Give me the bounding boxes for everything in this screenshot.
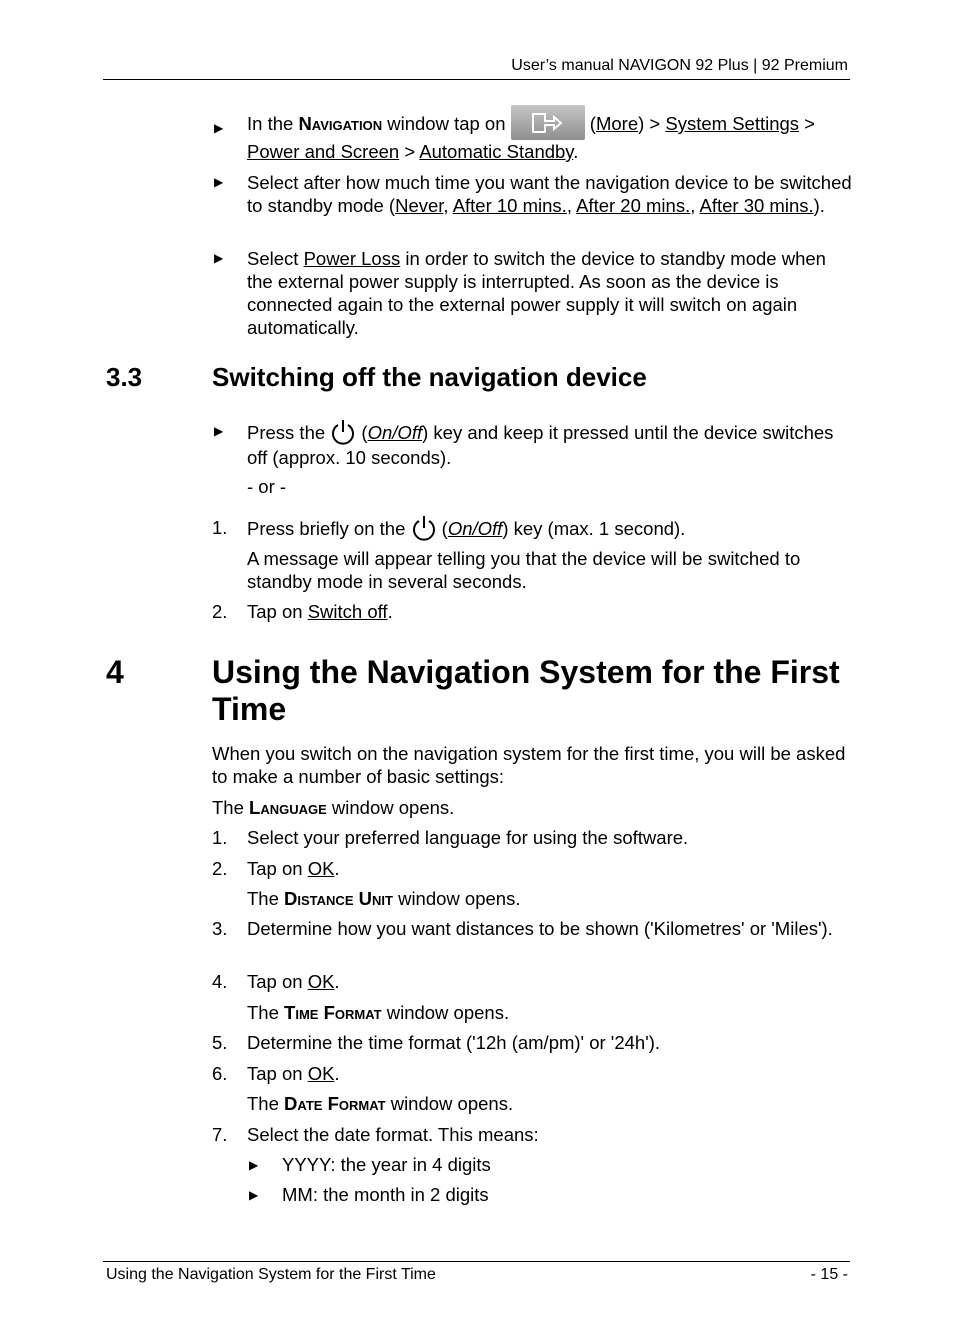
bullet-power-loss: Select Power Loss in order to switch the device to standby mode when the external power supply is interrupted. As soon as the device is connected again to the external power supply it will switch on again automatically.	[247, 248, 826, 338]
chapter-title: Using the Navigation System for the First Time	[212, 654, 840, 727]
link-more[interactable]: More	[595, 113, 639, 134]
link-automatic-standby[interactable]: Automatic Standby	[419, 141, 574, 162]
header-rule	[103, 79, 850, 80]
step-date-format: Select the date format. This means:	[247, 1124, 539, 1145]
step-number: 4.	[212, 971, 228, 992]
step-number: 5.	[212, 1032, 228, 1053]
distance-unit-window-note: The Distance Unit window opens.	[247, 888, 521, 909]
link-after-10-mins[interactable]: After 10 mins.	[452, 195, 567, 216]
step-number: 2.	[212, 601, 228, 622]
link-system-settings[interactable]: System Settings	[665, 113, 800, 134]
bullet-arrow: ▶	[214, 121, 224, 135]
key-on-off: On/Off	[367, 422, 423, 443]
bullet-standby-time: Select after how much time you want the navigation device to be switched to standby mode (Never, After 10 mins., After 20 mins., After 30 mins.).	[247, 172, 852, 216]
step-tap-switch-off: Tap on Switch off.	[247, 601, 393, 622]
step-tap-ok: Tap on OK.	[247, 971, 340, 992]
link-ok[interactable]: OK	[307, 858, 335, 879]
step-select-language: Select your preferred language for using the software.	[247, 827, 689, 848]
section-number: 3.3	[106, 362, 143, 392]
step-number: 1.	[212, 827, 228, 848]
step-number: 1.	[212, 517, 228, 538]
window-name-time-format: Time Format	[284, 1002, 382, 1023]
window-name-date-format: Date Format	[284, 1093, 386, 1114]
chapter-number: 4	[106, 654, 124, 690]
step-number: 2.	[212, 858, 228, 879]
link-ok[interactable]: OK	[307, 1063, 335, 1084]
date-format-window-note: The Date Format window opens.	[247, 1093, 514, 1114]
link-after-20-mins[interactable]: After 20 mins.	[576, 195, 691, 216]
bullet-navigation-more: In the Navigation window tap on (More) > System Settings > Power and Screen > Automatic Standby.	[247, 105, 852, 164]
or-separator: - or -	[247, 476, 287, 497]
link-power-loss[interactable]: Power Loss	[303, 248, 401, 269]
window-name-language: Language	[249, 797, 327, 818]
step-time-format: Determine the time format ('12h (am/pm)' or '24h').	[247, 1032, 661, 1053]
step-distance-unit: Determine how you want distances to be shown ('Kilometres' or 'Miles').	[247, 918, 833, 939]
bullet-arrow: ▶	[214, 424, 224, 438]
standby-message-note: A message will appear telling you that the device will be switched to standby mode in several seconds.	[247, 548, 801, 592]
power-icon	[330, 418, 356, 446]
step-number: 3.	[212, 918, 228, 939]
date-format-year: YYYY: the year in 4 digits	[282, 1154, 491, 1175]
link-switch-off[interactable]: Switch off	[307, 601, 388, 622]
date-format-month: MM: the month in 2 digits	[282, 1184, 489, 1205]
link-never[interactable]: Never	[395, 195, 444, 216]
key-on-off: On/Off	[447, 518, 503, 539]
more-button-icon	[511, 105, 585, 140]
step-number: 7.	[212, 1124, 228, 1145]
page-number: - 15 -	[810, 1266, 848, 1283]
section-title: Switching off the navigation device	[212, 362, 647, 392]
bullet-arrow: ▶	[249, 1158, 259, 1172]
link-ok[interactable]: OK	[307, 971, 335, 992]
bullet-arrow: ▶	[214, 251, 224, 265]
bullet-arrow: ▶	[214, 175, 224, 189]
footer-chapter: Using the Navigation System for the First Time	[106, 1266, 436, 1283]
footer-rule	[103, 1261, 850, 1262]
bullet-press-onoff: Press the (On/Off) key and keep it pressed until the device switches off (approx. 10 seconds).	[247, 418, 852, 469]
step-tap-ok: Tap on OK.	[247, 1063, 340, 1084]
step-tap-ok: Tap on OK.	[247, 858, 340, 879]
window-name-distance-unit: Distance Unit	[284, 888, 393, 909]
link-after-30-mins[interactable]: After 30 mins.	[699, 195, 814, 216]
bullet-arrow: ▶	[249, 1188, 259, 1202]
step-press-briefly: Press briefly on the (On/Off) key (max. 1 second).	[247, 514, 852, 542]
page-header: User’s manual NAVIGON 92 Plus | 92 Premium	[511, 57, 848, 74]
language-window-note: The Language window opens.	[212, 797, 455, 818]
window-name-navigation: Navigation	[298, 113, 383, 134]
time-format-window-note: The Time Format window opens.	[247, 1002, 510, 1023]
link-power-and-screen[interactable]: Power and Screen	[247, 141, 400, 162]
chapter-intro: When you switch on the navigation system for the first time, you will be asked to make a number of basic settings:	[212, 743, 846, 787]
power-icon	[411, 514, 437, 542]
step-number: 6.	[212, 1063, 228, 1084]
